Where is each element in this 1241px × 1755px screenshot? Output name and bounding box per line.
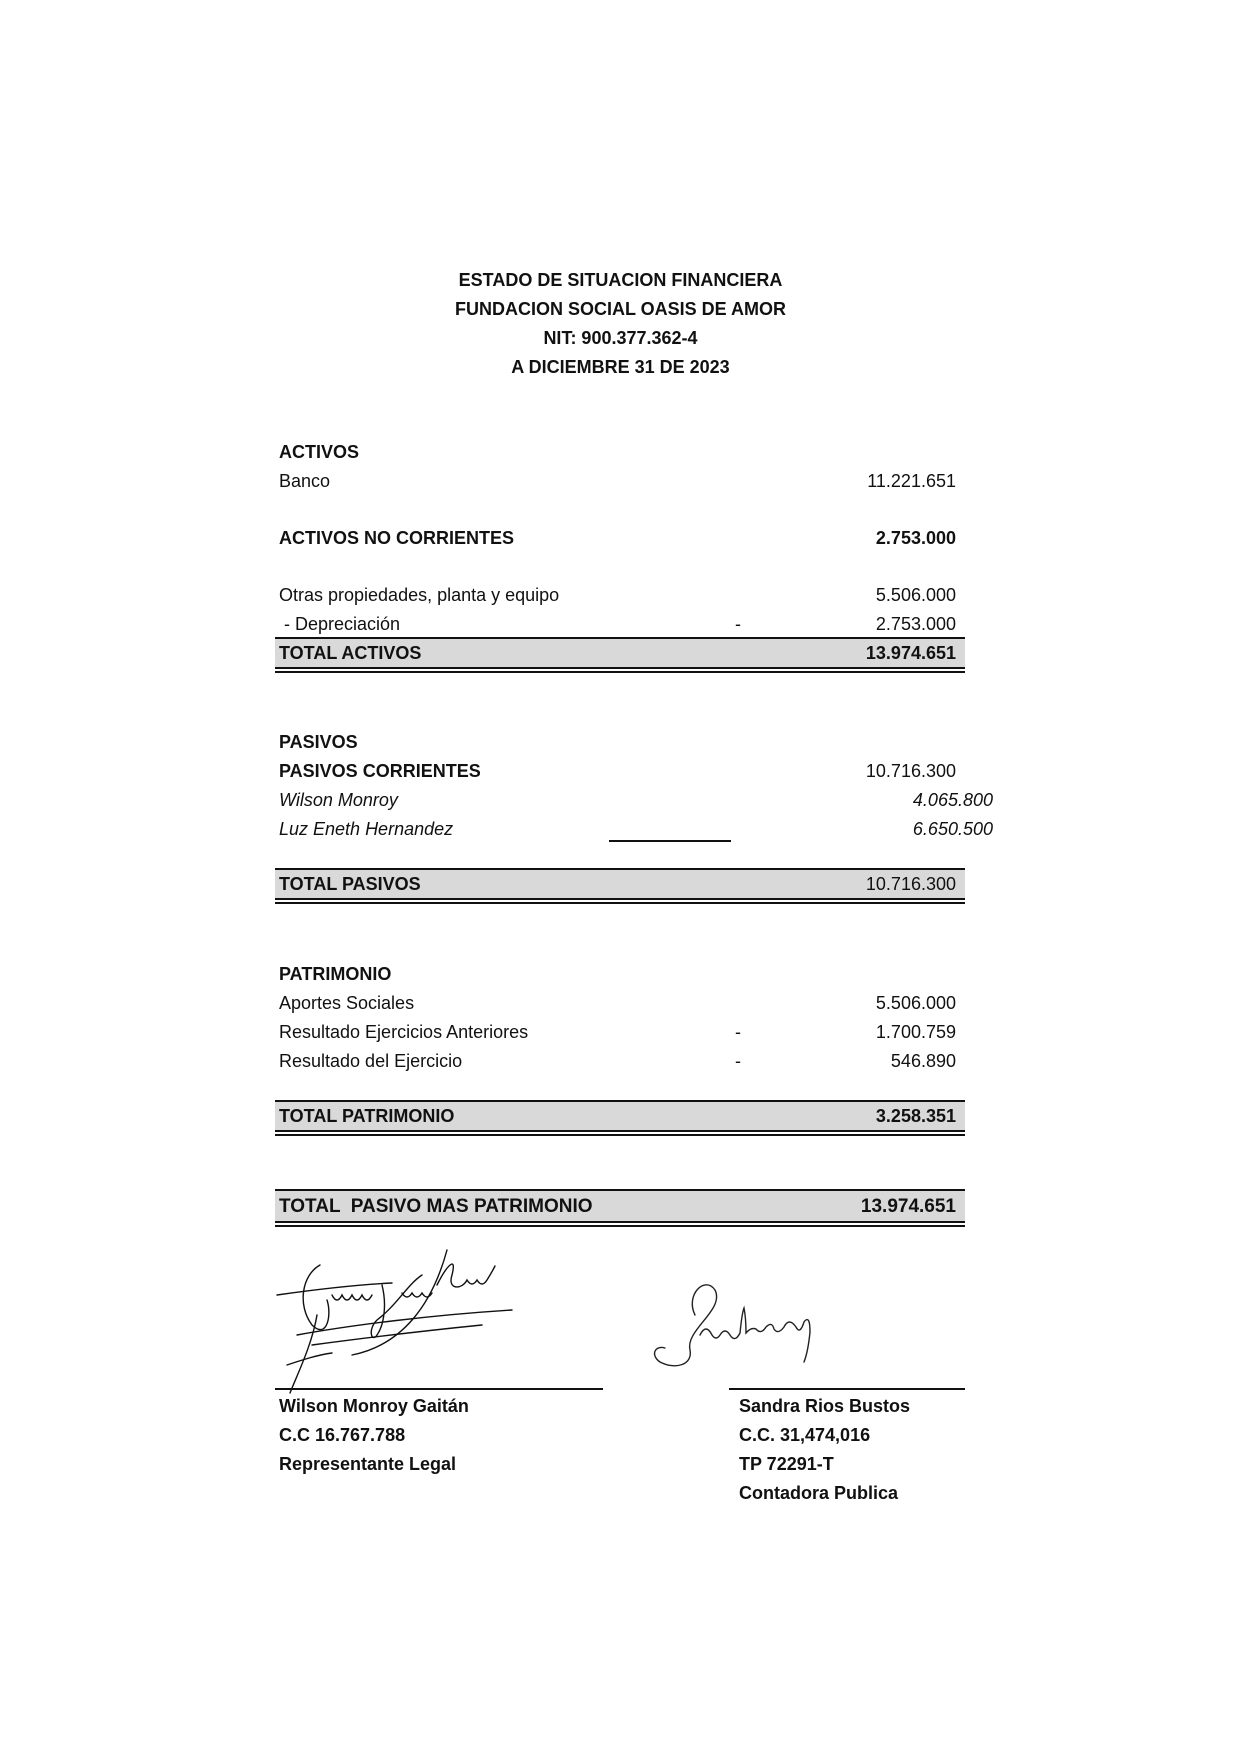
depreciacion-row bbox=[275, 610, 965, 639]
signatory-left-name: Wilson Monroy Gaitán bbox=[279, 1396, 469, 1416]
pasivos-corrientes-row bbox=[275, 757, 965, 786]
total-patrimonio-label: TOTAL PATRIMONIO bbox=[279, 1106, 455, 1126]
banco-label: Banco bbox=[279, 471, 331, 491]
total-activos-label: TOTAL ACTIVOS bbox=[279, 643, 422, 663]
pasivo-item-row bbox=[275, 786, 993, 815]
activos-no-corrientes-label: ACTIVOS NO CORRIENTES bbox=[279, 528, 515, 548]
banco-row bbox=[275, 467, 965, 496]
signatory-right-id: C.C. 31,474,016 bbox=[739, 1425, 871, 1445]
signatory-left-role: Representante Legal bbox=[279, 1454, 457, 1474]
grand-total-double-rule bbox=[275, 1221, 965, 1227]
patrimonio-heading: PATRIMONIO bbox=[279, 964, 392, 984]
resultado-ejercicio-sign: - bbox=[735, 1051, 741, 1071]
aportes-label: Aportes Sociales bbox=[279, 993, 415, 1013]
total-activos-value: 13.974.651 bbox=[865, 643, 956, 663]
activos-no-corrientes-value: 2.753.000 bbox=[875, 528, 956, 548]
signature-line-right bbox=[729, 1388, 965, 1390]
pasivo-item-value: 4.065.800 bbox=[912, 790, 993, 810]
depreciacion-sign: - bbox=[735, 614, 741, 634]
signature-left bbox=[272, 1245, 532, 1395]
statement-title: ESTADO DE SITUACION FINANCIERA bbox=[458, 270, 783, 290]
resultado-ejercicio-value: 546.890 bbox=[890, 1051, 956, 1071]
grand-total-row bbox=[275, 1189, 965, 1222]
entity-name: FUNDACION SOCIAL OASIS DE AMOR bbox=[454, 299, 786, 319]
banco-value: 11.221.651 bbox=[867, 471, 956, 491]
resultado-ejercicio-row bbox=[275, 1047, 965, 1076]
activos-heading-row bbox=[275, 438, 965, 467]
ejercicios-anteriores-sign: - bbox=[735, 1022, 741, 1042]
signatory-right-role: Contadora Publica bbox=[739, 1483, 899, 1503]
aportes-value: 5.506.000 bbox=[875, 993, 956, 1013]
activos-heading: ACTIVOS bbox=[279, 442, 360, 462]
aportes-row bbox=[275, 989, 965, 1018]
depreciacion-value: 2.753.000 bbox=[875, 614, 956, 634]
signature-line-left bbox=[275, 1388, 603, 1390]
document-header bbox=[0, 266, 1241, 382]
total-patrimonio-value: 3.258.351 bbox=[875, 1106, 956, 1126]
subtotal-rule bbox=[609, 840, 731, 842]
entity-nit: NIT: 900.377.362-4 bbox=[543, 328, 698, 348]
signature-right bbox=[645, 1270, 845, 1380]
total-activos-double-rule bbox=[275, 667, 965, 673]
statement-date: A DICIEMBRE 31 DE 2023 bbox=[511, 357, 730, 377]
total-patrimonio-double-rule bbox=[275, 1130, 965, 1136]
propiedades-row bbox=[275, 581, 965, 610]
pasivo-item-label: Wilson Monroy bbox=[279, 790, 398, 810]
total-pasivos-double-rule bbox=[275, 898, 965, 904]
pasivo-item-value: 6.650.500 bbox=[912, 819, 993, 839]
pasivos-corrientes-value: 10.716.300 bbox=[865, 761, 956, 781]
signatory-right-tp: TP 72291-T bbox=[739, 1454, 834, 1474]
grand-total-value: 13.974.651 bbox=[860, 1196, 956, 1217]
total-patrimonio-row bbox=[275, 1100, 965, 1131]
pasivos-corrientes-label: PASIVOS CORRIENTES bbox=[279, 761, 481, 781]
ejercicios-anteriores-label: Resultado Ejercicios Anteriores bbox=[279, 1022, 529, 1042]
total-pasivos-row bbox=[275, 868, 965, 899]
pasivos-heading-row bbox=[275, 728, 965, 757]
propiedades-label: Otras propiedades, planta y equipo bbox=[279, 585, 560, 605]
total-pasivos-label: TOTAL PASIVOS bbox=[279, 874, 421, 894]
propiedades-value: 5.506.000 bbox=[875, 585, 956, 605]
resultado-ejercicio-label: Resultado del Ejercicio bbox=[279, 1051, 463, 1071]
ejercicios-anteriores-row bbox=[275, 1018, 965, 1047]
activos-no-corrientes-row bbox=[275, 524, 965, 553]
signatory-left-id: C.C 16.767.788 bbox=[279, 1425, 406, 1445]
ejercicios-anteriores-value: 1.700.759 bbox=[875, 1022, 956, 1042]
signatory-right-name: Sandra Rios Bustos bbox=[739, 1396, 911, 1416]
pasivos-heading: PASIVOS bbox=[279, 732, 358, 752]
signatory-left bbox=[279, 1392, 469, 1479]
pasivo-item-label: Luz Eneth Hernandez bbox=[279, 819, 454, 839]
patrimonio-heading-row bbox=[275, 960, 965, 989]
grand-total-label: TOTAL PASIVO MAS PATRIMONIO bbox=[279, 1196, 593, 1217]
total-activos-row bbox=[275, 637, 965, 668]
signatory-right bbox=[739, 1392, 910, 1508]
total-pasivos-value: 10.716.300 bbox=[865, 874, 956, 894]
depreciacion-label: - Depreciación bbox=[279, 614, 401, 634]
